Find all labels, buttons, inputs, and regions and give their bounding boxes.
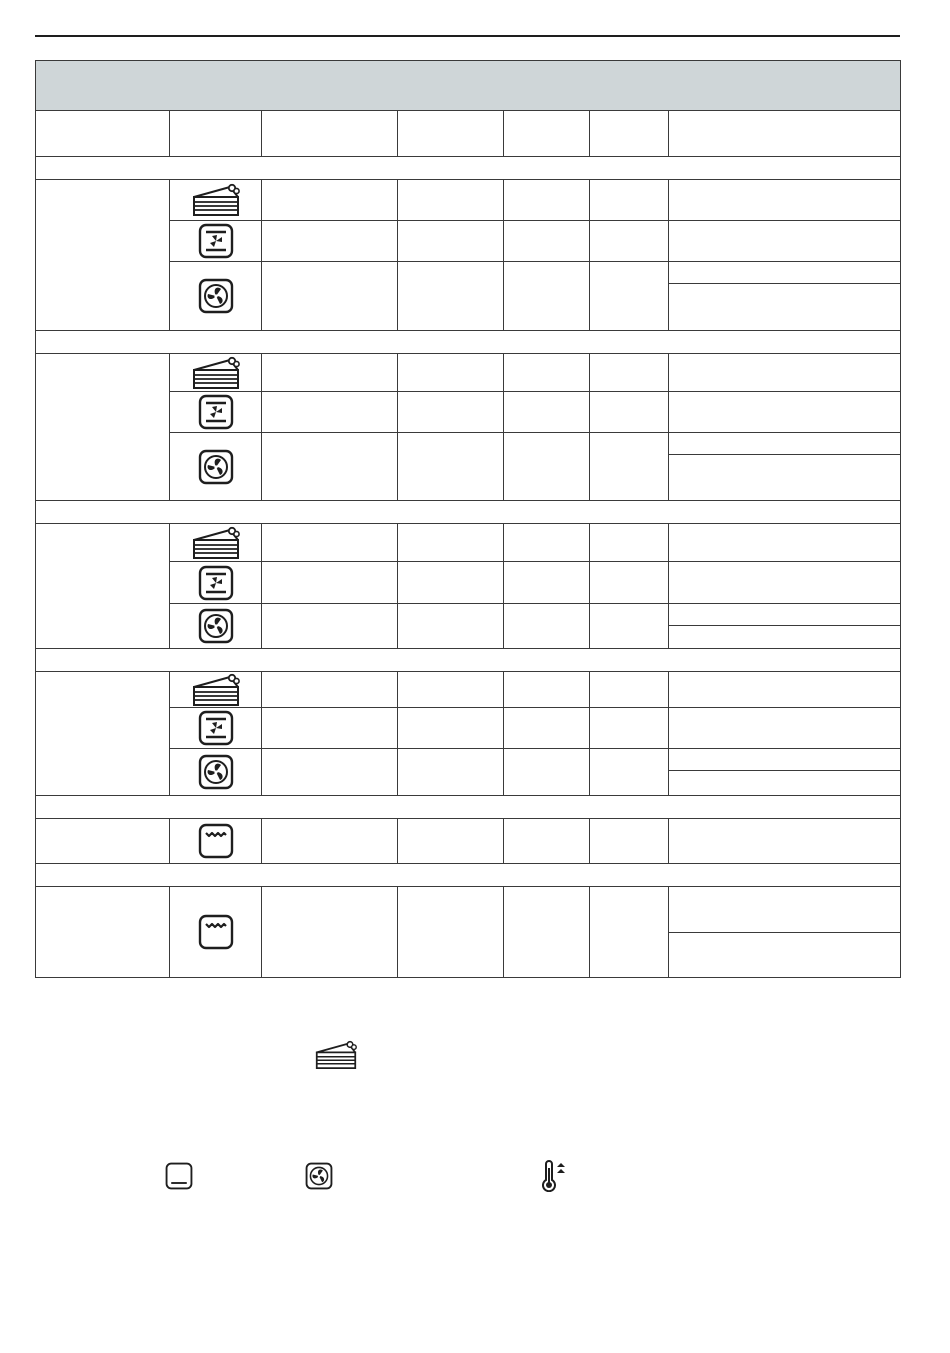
time-cell	[504, 433, 590, 501]
section-header-row	[36, 796, 901, 819]
accessory-cell	[262, 180, 398, 221]
col-header-temperature	[398, 111, 504, 157]
comments-cell	[669, 262, 901, 331]
comment-line	[669, 932, 900, 978]
time-cell	[504, 604, 590, 649]
comments-cell	[669, 887, 901, 978]
time-cell	[504, 708, 590, 749]
accessory-cell	[262, 672, 398, 708]
temperature-cell	[398, 221, 504, 262]
cake-slice-icon	[170, 526, 261, 560]
time-cell	[504, 524, 590, 562]
comments-split	[669, 604, 900, 648]
section-title	[36, 331, 901, 354]
temperature-cell	[398, 433, 504, 501]
comment-line	[669, 262, 900, 283]
section-header-row	[36, 157, 901, 180]
table-row	[36, 180, 901, 221]
temperature-cell	[398, 708, 504, 749]
comments-cell	[669, 708, 901, 749]
table-row	[36, 524, 901, 562]
level-cell	[590, 180, 669, 221]
time-cell	[504, 262, 590, 331]
top-heat-icon	[170, 914, 261, 950]
table-row	[36, 672, 901, 708]
food-cell	[36, 672, 170, 796]
level-cell	[590, 887, 669, 978]
function-cell	[170, 749, 262, 796]
cake-slice-icon	[170, 673, 261, 707]
temperature-cell	[398, 672, 504, 708]
section-header-row	[36, 649, 901, 672]
table-row	[36, 819, 901, 864]
level-cell	[590, 392, 669, 433]
comment-line	[669, 625, 900, 648]
temperature-cell	[398, 524, 504, 562]
temperature-cell	[398, 354, 504, 392]
food-cell	[36, 887, 170, 978]
comments-cell	[669, 180, 901, 221]
legend-cake-slice-icon	[315, 1040, 357, 1070]
accessory-cell	[262, 819, 398, 864]
time-cell	[504, 392, 590, 433]
comments-cell	[669, 819, 901, 864]
true-fan-cooking-icon	[170, 278, 261, 314]
accessory-cell	[262, 433, 398, 501]
col-header-level	[590, 111, 669, 157]
time-cell	[504, 562, 590, 604]
accessory-cell	[262, 562, 398, 604]
comments-split	[669, 262, 900, 330]
top-heat-icon	[170, 823, 261, 859]
level-cell	[590, 604, 669, 649]
comments-cell	[669, 433, 901, 501]
comments-split	[669, 887, 900, 977]
level-cell	[590, 749, 669, 796]
time-cell	[504, 672, 590, 708]
level-cell	[590, 562, 669, 604]
function-cell	[170, 819, 262, 864]
col-header-food	[36, 111, 170, 157]
level-cell	[590, 433, 669, 501]
accessory-cell	[262, 887, 398, 978]
table-title-band	[36, 61, 901, 111]
cake-slice-icon	[170, 356, 261, 390]
cake-slice-icon	[170, 183, 261, 217]
comments-cell	[669, 562, 901, 604]
comments-cell	[669, 672, 901, 708]
comment-line	[669, 749, 900, 770]
time-cell	[504, 819, 590, 864]
true-fan-cooking-icon	[170, 608, 261, 644]
function-cell	[170, 562, 262, 604]
temperature-cell	[398, 749, 504, 796]
accessory-cell	[262, 604, 398, 649]
section-header-row	[36, 501, 901, 524]
function-cell	[170, 180, 262, 221]
accessory-cell	[262, 221, 398, 262]
section-title	[36, 649, 901, 672]
level-cell	[590, 262, 669, 331]
time-cell	[504, 749, 590, 796]
section-header-row	[36, 331, 901, 354]
function-cell	[170, 708, 262, 749]
comments-cell	[669, 354, 901, 392]
legend-bottom-heat-icon	[165, 1162, 193, 1190]
legend-thermometer-icon	[540, 1160, 568, 1192]
comments-split	[669, 433, 900, 500]
function-cell	[170, 604, 262, 649]
true-fan-cooking-icon	[170, 754, 261, 790]
temperature-cell	[398, 180, 504, 221]
baking-table	[35, 60, 900, 978]
comments-cell	[669, 221, 901, 262]
accessory-cell	[262, 708, 398, 749]
accessory-cell	[262, 524, 398, 562]
accessory-cell	[262, 262, 398, 331]
temperature-cell	[398, 819, 504, 864]
comments-cell	[669, 524, 901, 562]
time-cell	[504, 887, 590, 978]
column-header-row	[36, 111, 901, 157]
function-cell	[170, 672, 262, 708]
table-row	[36, 354, 901, 392]
food-cell	[36, 524, 170, 649]
fan-heating-icon	[170, 223, 261, 259]
comment-line	[669, 887, 900, 932]
top-rule	[35, 35, 900, 37]
function-cell	[170, 887, 262, 978]
level-cell	[590, 221, 669, 262]
section-title	[36, 157, 901, 180]
section-title	[36, 501, 901, 524]
col-header-time	[504, 111, 590, 157]
comments-split	[669, 749, 900, 795]
comment-line	[669, 604, 900, 625]
comments-cell	[669, 392, 901, 433]
section-header-row	[36, 864, 901, 887]
comments-cell	[669, 749, 901, 796]
comment-line	[669, 454, 900, 500]
level-cell	[590, 708, 669, 749]
level-cell	[590, 524, 669, 562]
function-cell	[170, 392, 262, 433]
function-cell	[170, 354, 262, 392]
col-header-comments	[669, 111, 901, 157]
level-cell	[590, 819, 669, 864]
food-cell	[36, 180, 170, 331]
temperature-cell	[398, 392, 504, 433]
fan-heating-icon	[170, 394, 261, 430]
accessory-cell	[262, 749, 398, 796]
temperature-cell	[398, 562, 504, 604]
temperature-cell	[398, 262, 504, 331]
level-cell	[590, 354, 669, 392]
function-cell	[170, 221, 262, 262]
time-cell	[504, 221, 590, 262]
comment-line	[669, 770, 900, 795]
function-cell	[170, 433, 262, 501]
function-cell	[170, 262, 262, 331]
temperature-cell	[398, 887, 504, 978]
accessory-cell	[262, 354, 398, 392]
fan-heating-icon	[170, 565, 261, 601]
accessory-cell	[262, 392, 398, 433]
fan-heating-icon	[170, 710, 261, 746]
time-cell	[504, 180, 590, 221]
col-header-function	[170, 111, 262, 157]
true-fan-cooking-icon	[170, 449, 261, 485]
legend-true-fan-icon	[305, 1162, 333, 1190]
col-header-accessory	[262, 111, 398, 157]
food-cell	[36, 819, 170, 864]
section-title	[36, 864, 901, 887]
temperature-cell	[398, 604, 504, 649]
level-cell	[590, 672, 669, 708]
comments-cell	[669, 604, 901, 649]
time-cell	[504, 354, 590, 392]
comment-line	[669, 283, 900, 330]
food-cell	[36, 354, 170, 501]
table-row	[36, 887, 901, 978]
function-cell	[170, 524, 262, 562]
section-title	[36, 796, 901, 819]
comment-line	[669, 433, 900, 454]
